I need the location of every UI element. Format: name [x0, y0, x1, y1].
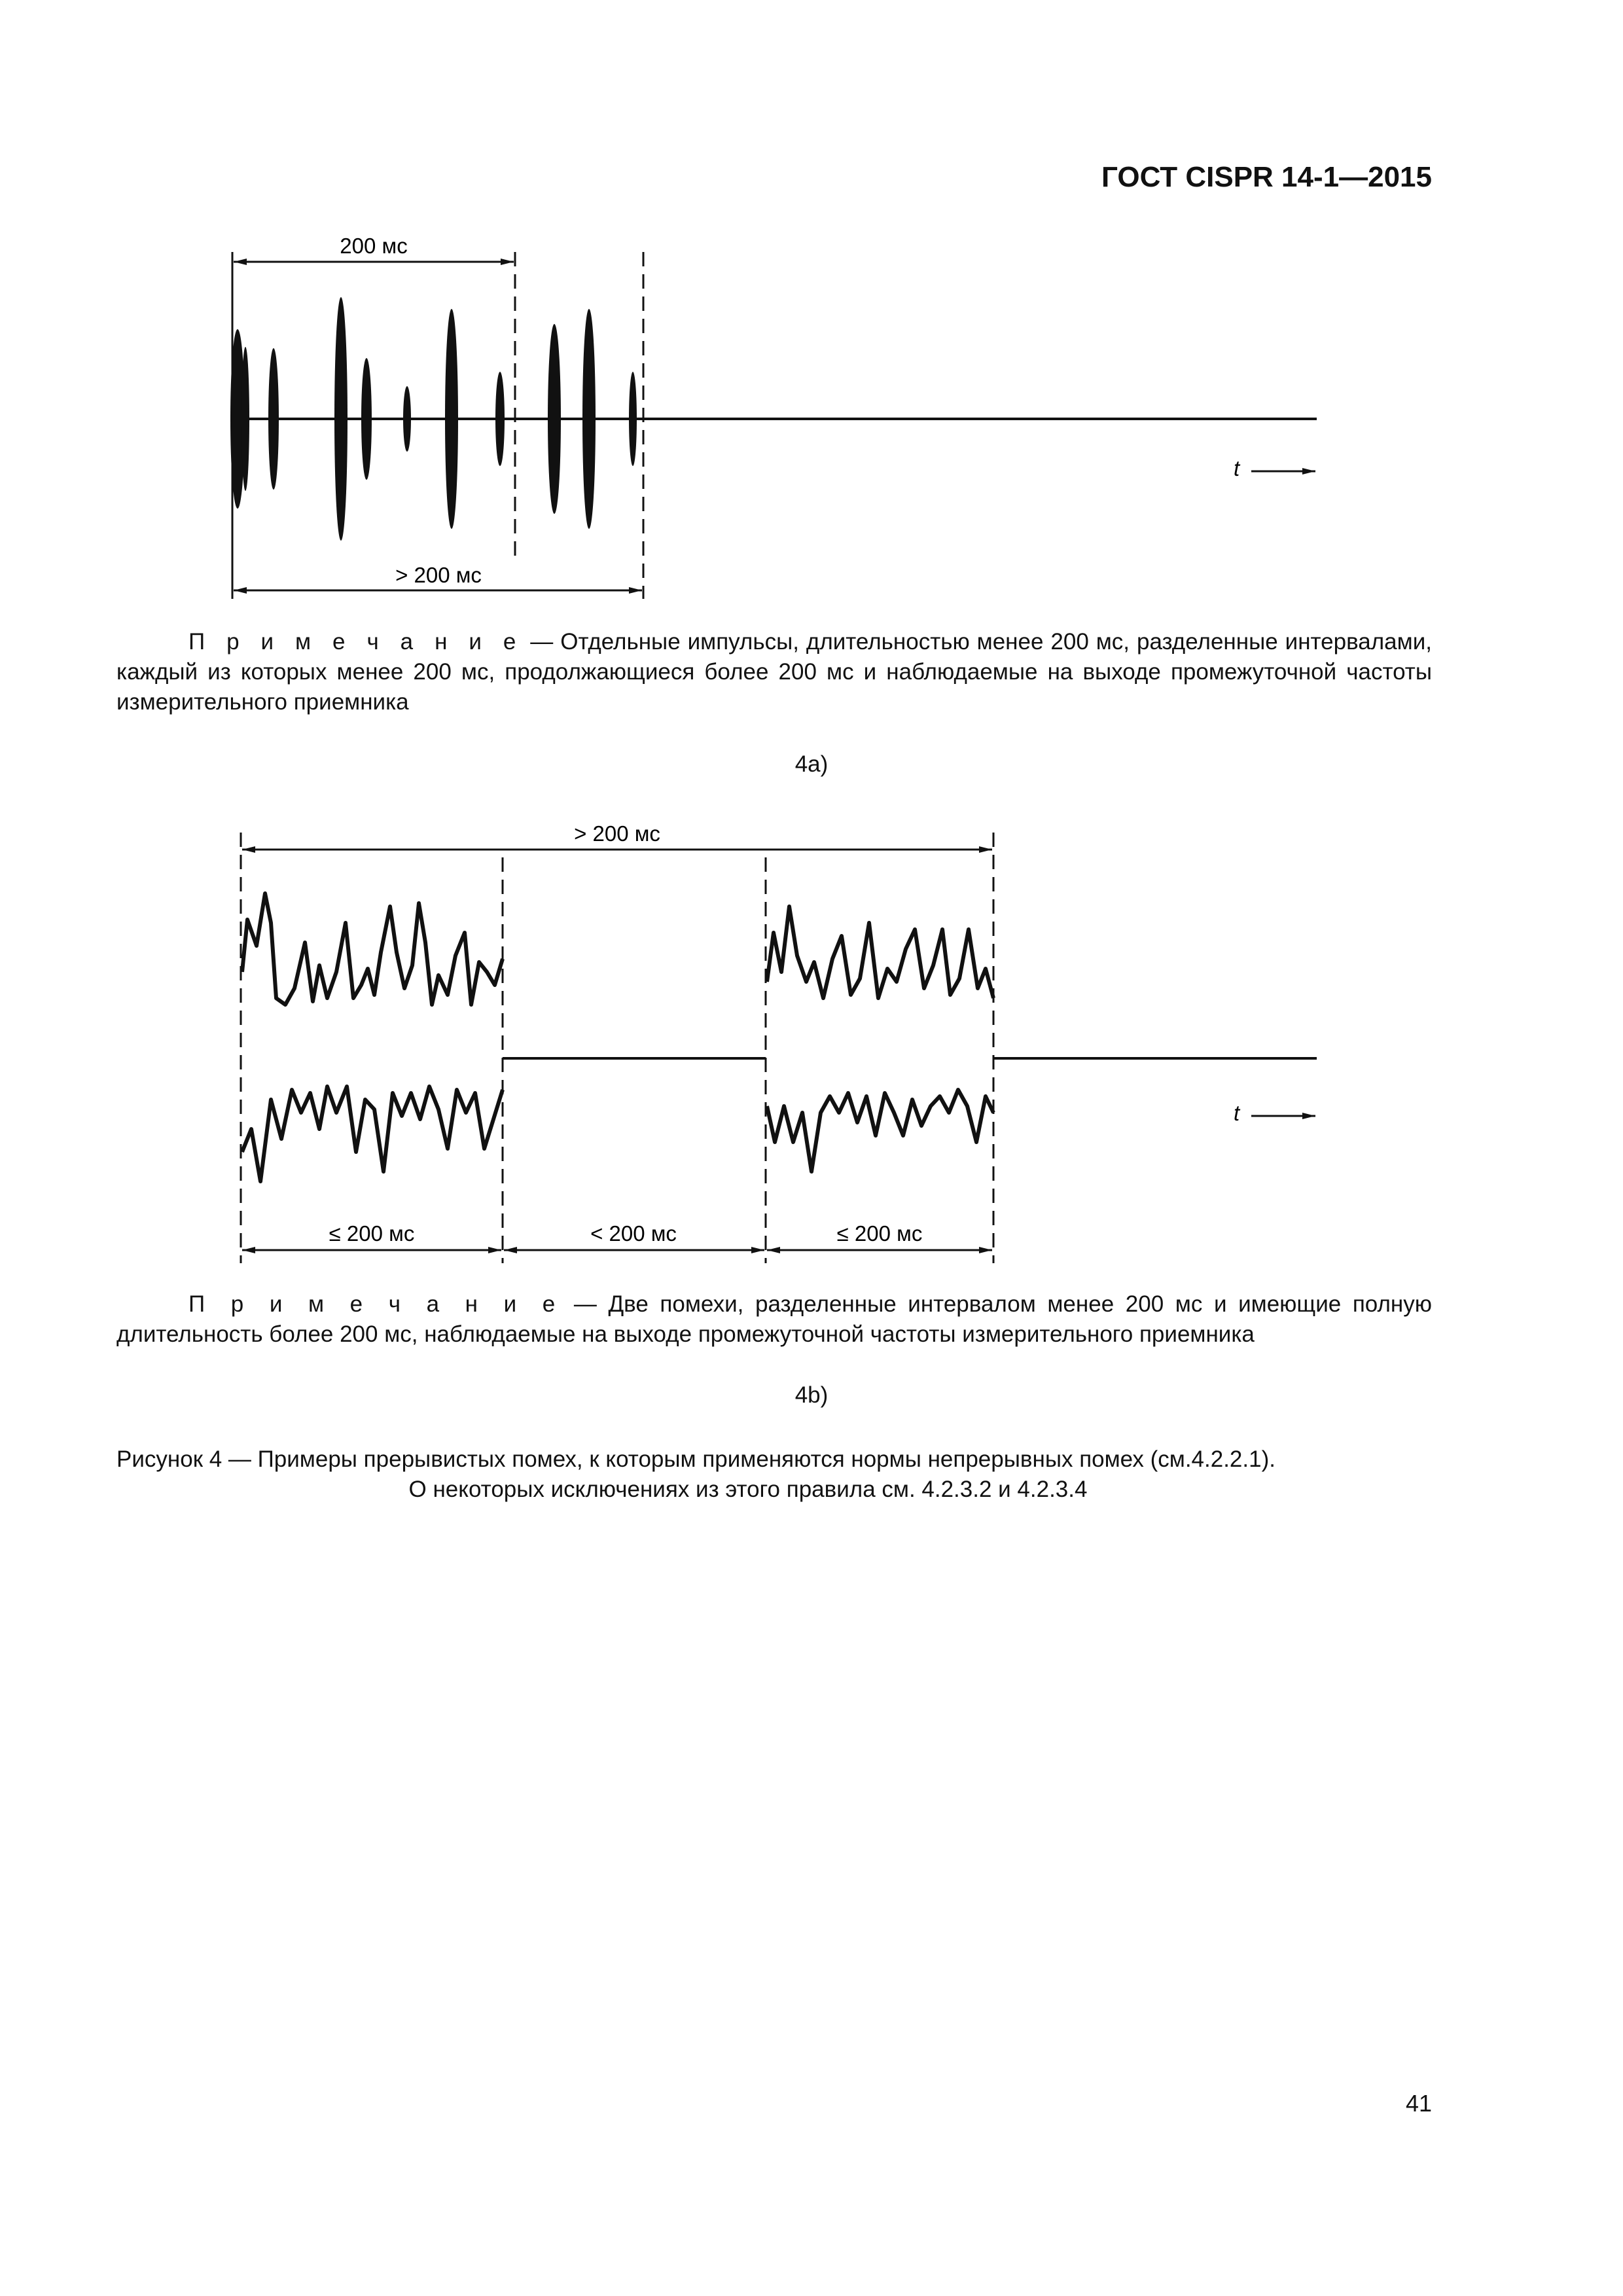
pulse	[629, 372, 637, 466]
waveform-upper-2	[767, 906, 993, 998]
figure-caption	[116, 1444, 1465, 1505]
dim-label-over-200ms: > 200 мс	[395, 563, 482, 587]
note-4b-label: П р и м е ч а н и е	[188, 1291, 563, 1317]
pulse	[361, 358, 372, 480]
pulse	[241, 347, 249, 491]
pulse	[445, 309, 458, 529]
pulse	[334, 297, 348, 541]
dim-label-200ms: 200 мс	[340, 234, 408, 258]
figure-caption-line1: Рисунок 4 — Примеры прерывистых помех, к которым применяются нормы непрерывных помех (см.4.2.2.1).	[116, 1446, 1275, 1472]
note-4a-text: — Отдельные импульсы, длительностью менее 200 мс, разделенные интервалами, каждый из которых менее 200 мс, продолжающиеся более 200 мс и наблюдаемые на выходе промежуточной частоты измерительного приемника	[116, 629, 1432, 715]
pulse	[268, 348, 279, 490]
waveform-upper-1	[242, 893, 503, 1005]
dim-label-segment-1: ≤ 200 мс	[329, 1221, 415, 1246]
figure-4b-label: 4b)	[794, 1382, 829, 1408]
figure-4a	[0, 223, 1623, 615]
note-4b	[116, 1289, 1432, 1350]
waveform-lower-2	[767, 1090, 993, 1172]
figure-caption-line2: О некоторых исключениях из этого правила см. 4.2.3.2 и 4.2.3.4	[408, 1477, 1088, 1502]
figure-4b	[0, 805, 1623, 1263]
note-4b-text: — Две помехи, разделенные интервалом менее 200 мс и имеющие полную длительность более 200 мс, наблюдаемые на выходе промежуточной частоты измерительного приемника	[116, 1291, 1433, 1347]
page-number: 41	[1405, 2090, 1432, 2117]
waveform-lower-1	[242, 1086, 503, 1181]
dim-label-over-200ms: > 200 мс	[574, 821, 660, 846]
figure-4a-label: 4a)	[794, 751, 829, 777]
pulse	[548, 324, 561, 514]
note-4a	[116, 627, 1432, 717]
document-code: ГОСТ CISPR 14-1—2015	[1101, 161, 1432, 193]
time-axis-label: t	[1234, 456, 1240, 480]
pulse	[495, 372, 505, 466]
time-axis-label: t	[1234, 1101, 1240, 1125]
note-4a-label: П р и м е ч а н и е	[188, 629, 524, 655]
pulse	[582, 309, 596, 529]
pulse	[403, 386, 411, 452]
dim-label-segment-2: < 200 мс	[590, 1221, 677, 1246]
dim-label-segment-3: ≤ 200 мс	[836, 1221, 923, 1246]
